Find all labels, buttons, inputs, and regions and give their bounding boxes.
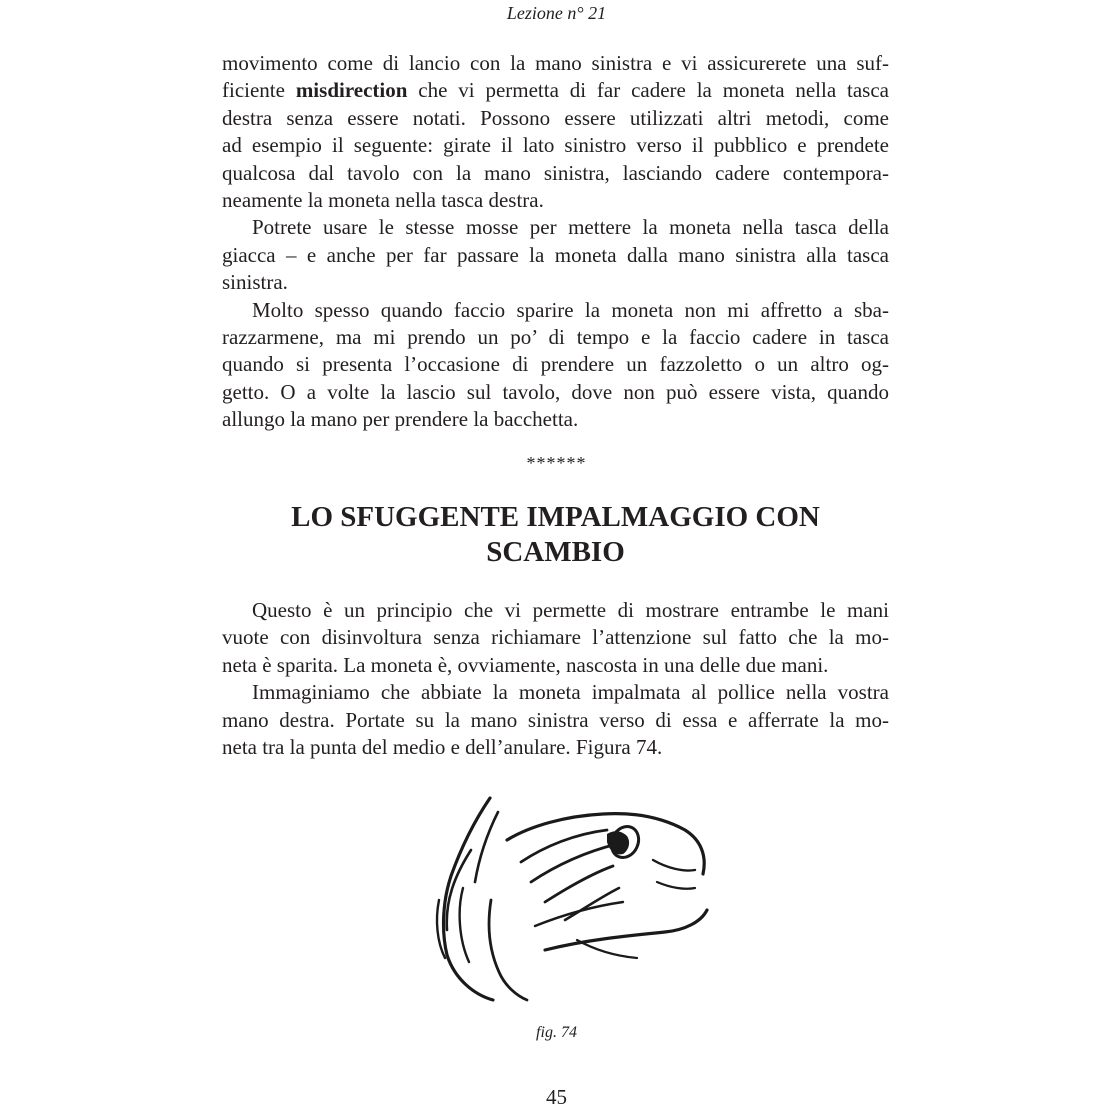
paragraph <box>222 297 889 434</box>
running-head: Lezione n° 21 <box>506 3 607 23</box>
text-block-upper <box>222 50 889 434</box>
text-line: destra senza essere notati. Possono essere utilizzati altri metodi, come <box>222 105 889 130</box>
text-line: sinistra. <box>222 270 288 295</box>
text-line: neta è sparita. La moneta è, ovviamente, nascosta in una delle due mani. <box>222 652 829 677</box>
section-heading <box>222 500 889 570</box>
text-line: Immaginiamo che abbiate la moneta impalmata al pollice nella vostra <box>252 680 889 705</box>
heading-line: SCAMBIO <box>486 536 625 568</box>
text-line: Potrete usare le stesse mosse per mettere la moneta nella tasca della <box>252 215 889 240</box>
text-line <box>222 77 889 104</box>
paragraph <box>222 214 889 296</box>
paragraph <box>222 679 889 761</box>
paragraph <box>222 50 889 214</box>
text-line: neamente la moneta nella tasca destra. <box>222 188 544 213</box>
text-block-lower <box>222 597 889 761</box>
text-line: quando si presenta l’occasione di prendere un fazzoletto o un altro og- <box>222 352 889 377</box>
text-line: neta tra la punta del medio e dell’anulare. Figura 74. <box>222 735 663 760</box>
text-line: movimento come di lancio con la mano sinistra e vi assicurerete una suf- <box>222 51 889 75</box>
text-line: allungo la mano per prendere la bacchetta. <box>222 407 579 432</box>
text-line: mano destra. Portate su la mano sinistra verso di essa e afferrate la mo- <box>222 707 889 732</box>
section-separator: ****** <box>526 453 587 473</box>
bold-term: misdirection <box>295 78 408 103</box>
two-hands-coin-illustration <box>395 790 720 1005</box>
text-line: razzarmene, ma mi prendo un po’ di tempo e la faccio cadere in tasca <box>222 325 889 350</box>
text-span: ficiente <box>222 78 296 103</box>
text-line: vuote con disinvoltura senza richiamare l’attenzione sul fatto che la mo- <box>222 625 889 650</box>
text-line: getto. O a volte la lascio sul tavolo, dove non può essere vista, quando <box>222 379 889 404</box>
heading-line: LO SFUGGENTE IMPALMAGGIO CON <box>291 501 820 533</box>
figure-caption: fig. 74 <box>536 1024 577 1041</box>
paragraph <box>222 597 889 679</box>
text-span: che vi permetta di far cadere la moneta nella tasca <box>407 78 889 103</box>
text-line: Molto spesso quando faccio sparire la moneta non mi affretto a sba- <box>252 297 889 322</box>
text-line: ad esempio il seguente: girate il lato sinistro verso il pubblico e prendete <box>222 133 889 158</box>
text-line: qualcosa dal tavolo con la mano sinistra, lasciando cadere contempora- <box>222 160 889 185</box>
text-line: giacca – e anche per far passare la moneta dalla mano sinistra alla tasca <box>222 242 889 267</box>
text-line: Questo è un principio che vi permette di mostrare entrambe le mani <box>252 598 889 622</box>
page-number: 45 <box>546 1085 567 1109</box>
